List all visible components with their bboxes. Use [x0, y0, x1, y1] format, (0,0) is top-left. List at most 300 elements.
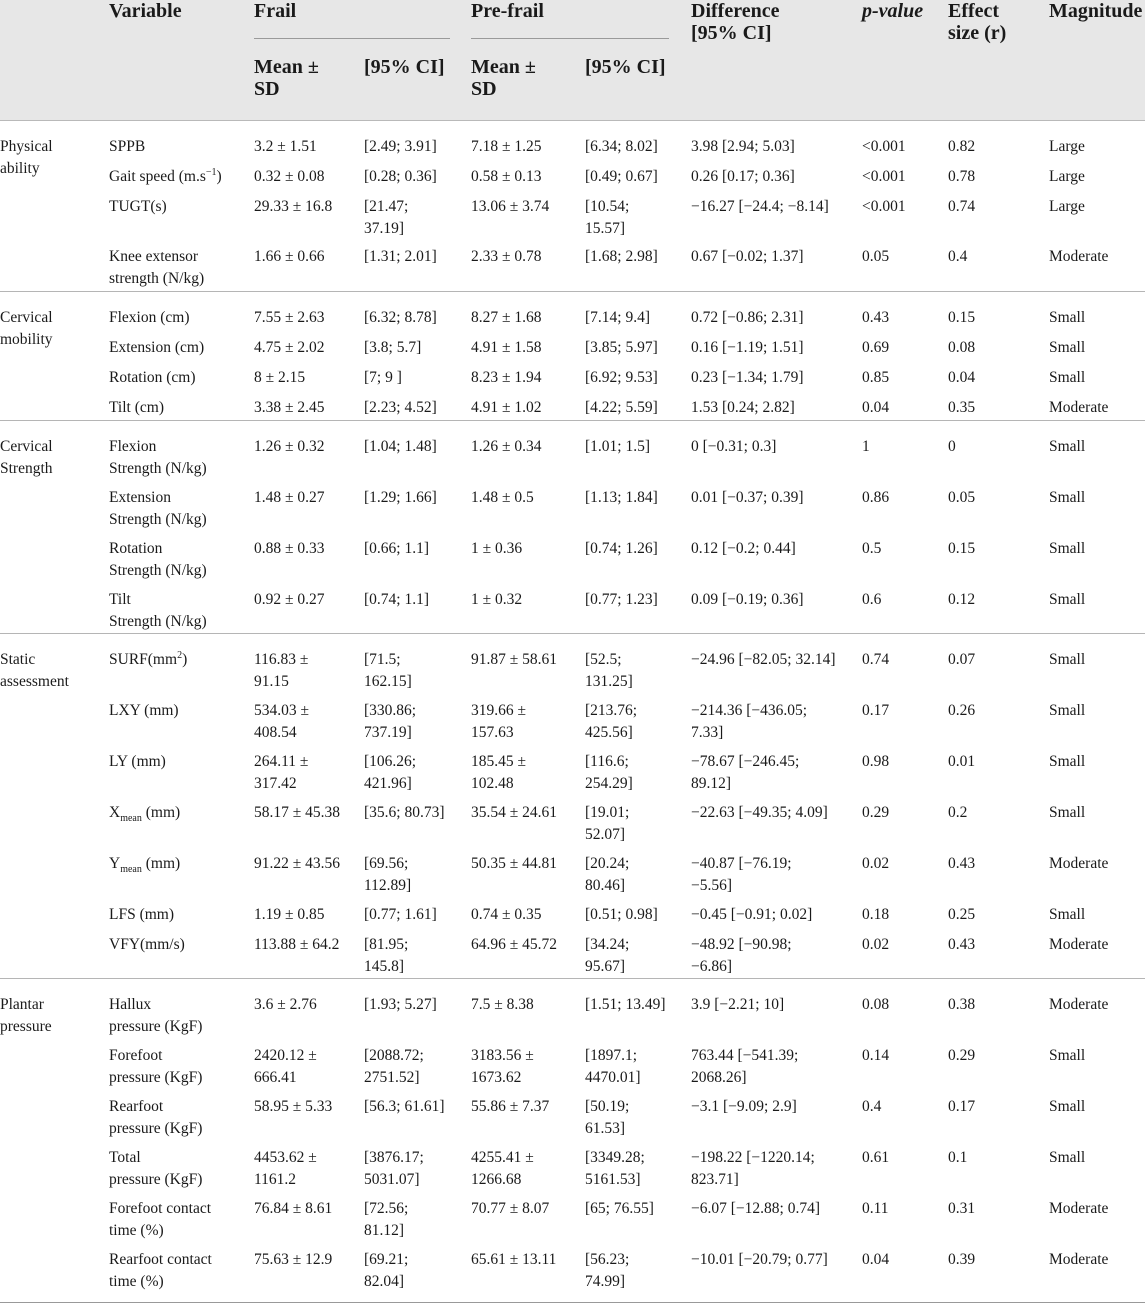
frail-mean-sd-cell	[254, 589, 325, 611]
magnitude-cell	[1049, 853, 1108, 875]
prefrail-ci-cell-line: 5161.53]	[585, 1170, 641, 1188]
variable-cell-line: Flexion (cm)	[109, 309, 190, 326]
header-frail: Frail	[254, 0, 297, 22]
prefrail-mean-sd-cell-line: 1.26 ± 0.34	[471, 438, 542, 455]
effect-size-cell-line: 0.31	[948, 1200, 976, 1217]
category-label	[0, 994, 98, 1037]
effect-size-cell	[948, 853, 975, 875]
variable-cell-line: Tilt	[109, 591, 131, 608]
difference-cell-line: 0.01 [−0.37; 0.39]	[691, 489, 804, 506]
frail-ci-cell	[364, 367, 402, 389]
frail-mean-sd-cell-line: 1161.2	[254, 1170, 297, 1188]
difference-cell-line: 2068.26]	[691, 1068, 747, 1086]
prefrail-ci-cell-line: [0.49; 0.67]	[585, 168, 658, 185]
variable-cell	[109, 246, 204, 289]
pvalue-cell	[862, 994, 889, 1016]
prefrail-mean-sd-cell-line: 55.86 ± 7.37	[471, 1098, 550, 1115]
difference-cell	[691, 538, 796, 560]
frail-mean-sd-cell-line: 3.2 ± 1.51	[254, 138, 317, 155]
effect-size-cell-line: 0.43	[948, 936, 976, 953]
frail-mean-sd-cell-line: 408.54	[254, 723, 297, 741]
variable-cell-line: Strength (N/kg)	[109, 459, 207, 477]
frail-ci-cell-line: 145.8]	[364, 957, 405, 975]
variable-cell-line: $X_{mean}$ (mm)	[109, 804, 181, 825]
frail-ci-cell	[364, 904, 437, 926]
prefrail-ci-cell-line: [0.51; 0.98]	[585, 906, 658, 923]
prefrail-mean-sd-cell-line: 70.77 ± 8.07	[471, 1200, 550, 1217]
prefrail-ci-cell	[585, 1096, 629, 1139]
difference-cell-line: 0.12 [−0.2; 0.44]	[691, 540, 796, 557]
difference-cell	[691, 436, 776, 458]
pvalue-cell	[862, 246, 889, 268]
frail-mean-sd-cell-line: 91.15	[254, 672, 289, 690]
magnitude-cell	[1049, 649, 1085, 671]
frail-mean-sd-cell	[254, 1198, 332, 1220]
frail-mean-sd-cell	[254, 367, 305, 389]
effect-size-cell	[948, 1147, 967, 1169]
frail-ci-cell-line: [0.74; 1.1]	[364, 591, 430, 608]
effect-size-cell-line: 0.1	[948, 1149, 968, 1166]
difference-cell-line: −6.07 [−12.88; 0.74]	[691, 1200, 820, 1217]
header-pvalue: p-value	[862, 0, 924, 22]
magnitude-cell-line: Small	[1049, 651, 1086, 668]
difference-cell-line: 0.72 [−0.86; 2.31]	[691, 309, 804, 326]
prefrail-mean-sd-cell	[471, 487, 534, 509]
prefrail-ci-cell-line: 80.46]	[585, 876, 626, 894]
prefrail-mean-sd-cell-line: 64.96 ± 45.72	[471, 936, 558, 953]
variable-cell-line: pressure (KgF)	[109, 1119, 203, 1137]
pvalue-cell-line: 0.74	[862, 651, 890, 668]
frail-mean-sd-cell-line: 7.55 ± 2.63	[254, 309, 325, 326]
frail-mean-sd-cell	[254, 853, 340, 875]
variable-cell	[109, 487, 207, 530]
prefrail-mean-sd-cell-line: 319.66 ±	[471, 702, 527, 719]
mean-sd-line2: SD	[254, 78, 280, 100]
magnitude-cell	[1049, 1198, 1108, 1220]
difference-cell-line: −5.56]	[691, 876, 733, 894]
prefrail-ci-cell-line: 131.25]	[585, 672, 633, 690]
pvalue-cell-line: <0.001	[862, 138, 906, 155]
frail-mean-sd-cell-line: 0.32 ± 0.08	[254, 168, 325, 185]
difference-cell-line: −24.96 [−82.05; 32.14]	[691, 651, 836, 668]
frail-mean-sd-cell	[254, 307, 325, 329]
effect-size-cell	[948, 1249, 975, 1271]
frail-mean-sd-cell	[254, 994, 317, 1016]
prefrail-mean-sd-cell	[471, 1147, 534, 1190]
prefrail-mean-sd-cell-line: 1 ± 0.32	[471, 591, 523, 608]
effect-size-cell-line: 0.07	[948, 651, 976, 668]
prefrail-ci-cell	[585, 337, 658, 359]
magnitude-cell	[1049, 246, 1108, 268]
category-label	[0, 307, 98, 350]
difference-cell	[691, 649, 836, 671]
frail-ci-cell-line: 82.04]	[364, 1272, 405, 1290]
magnitude-cell	[1049, 802, 1085, 824]
magnitude-cell-line: Moderate	[1049, 855, 1109, 872]
variable-cell	[109, 1045, 202, 1088]
difference-cell	[691, 307, 804, 329]
effect-size-cell	[948, 307, 975, 329]
frail-ci-cell	[364, 1096, 445, 1118]
prefrail-ci-cell	[585, 196, 629, 239]
frail-ci-cell-line: [7; 9 ]	[364, 369, 402, 386]
effect-size-cell-line: 0.38	[948, 996, 976, 1013]
pvalue-cell	[862, 649, 889, 671]
magnitude-cell-line: Small	[1049, 753, 1086, 770]
pvalue-cell	[862, 367, 889, 389]
magnitude-cell-line: Small	[1049, 438, 1086, 455]
prefrail-ci-cell-line: [6.34; 8.02]	[585, 138, 658, 155]
effect-size-cell	[948, 436, 956, 458]
pvalue-cell-line: 0.43	[862, 309, 890, 326]
frail-ci-cell-line: [1.93; 5.27]	[364, 996, 437, 1013]
pvalue-cell-line: 0.6	[862, 591, 882, 608]
magnitude-cell	[1049, 487, 1085, 509]
prefrail-ci-cell-line: 4470.01]	[585, 1068, 641, 1086]
effect-size-cell	[948, 246, 967, 268]
effect-size-cell-line: 0.05	[948, 489, 976, 506]
prefrail-mean-sd-cell-line: 1 ± 0.36	[471, 540, 523, 557]
pvalue-cell-line: <0.001	[862, 168, 906, 185]
prefrail-mean-sd-cell	[471, 1198, 549, 1220]
difference-cell-line: 0.26 [0.17; 0.36]	[691, 168, 795, 185]
frail-mean-sd-cell	[254, 337, 325, 359]
magnitude-cell-line: Moderate	[1049, 996, 1109, 1013]
variable-cell	[109, 538, 207, 581]
frail-mean-sd-cell-line: 1.19 ± 0.85	[254, 906, 325, 923]
variable-cell-line: time (%)	[109, 1272, 164, 1290]
magnitude-cell	[1049, 1045, 1085, 1067]
pvalue-cell-line: 0.29	[862, 804, 890, 821]
frail-mean-sd-cell	[254, 136, 317, 158]
variable-cell	[109, 1147, 202, 1190]
effect-size-cell-line: 0.35	[948, 399, 976, 416]
prefrail-ci-cell-line: [1.01; 1.5]	[585, 438, 651, 455]
magnitude-cell	[1049, 538, 1085, 560]
frail-mean-sd-cell-line: 29.33 ± 16.8	[254, 198, 333, 215]
effect-size-cell	[948, 751, 975, 773]
variable-cell	[109, 994, 202, 1037]
variable-cell-line: pressure (KgF)	[109, 1017, 203, 1035]
magnitude-cell	[1049, 751, 1085, 773]
magnitude-cell-line: Moderate	[1049, 399, 1109, 416]
frail-mean-sd-cell-line: 58.17 ± 45.38	[254, 804, 341, 821]
prefrail-ci-cell-line: 425.56]	[585, 723, 633, 741]
difference-cell	[691, 367, 804, 389]
prefrail-ci-cell	[585, 1147, 645, 1190]
variable-cell-line: SPPB	[109, 138, 146, 155]
header-magnitude: Magnitude	[1049, 0, 1143, 22]
prefrail-ci-cell	[585, 166, 658, 188]
prefrail-ci-cell-line: 254.29]	[585, 774, 633, 792]
magnitude-cell-line: Small	[1049, 369, 1086, 386]
difference-cell	[691, 196, 829, 218]
frail-ci-cell-line: [35.6; 80.73]	[364, 804, 445, 821]
difference-cell-line: −40.87 [−76.19;	[691, 855, 792, 872]
pvalue-cell	[862, 136, 906, 158]
frail-ci-cell-line: [1.29; 1.66]	[364, 489, 437, 506]
prefrail-ci-cell	[585, 802, 629, 845]
frail-ci-cell	[364, 307, 437, 329]
effect-size-cell	[948, 1096, 975, 1118]
pvalue-cell-line: 0.04	[862, 1251, 890, 1268]
frail-ci-cell-line: 5031.07]	[364, 1170, 420, 1188]
prefrail-mean-sd-cell	[471, 196, 549, 218]
prefrail-mean-sd-cell-line: 91.87 ± 58.61	[471, 651, 558, 668]
variable-cell-line: Rearfoot contact	[109, 1251, 212, 1268]
frail-mean-sd-cell-line: 4453.62 ±	[254, 1149, 317, 1166]
difference-cell	[691, 751, 799, 794]
frail-mean-sd-cell	[254, 1096, 332, 1118]
pvalue-cell-line: 0.05	[862, 248, 890, 265]
prefrail-ci-cell	[585, 1198, 654, 1220]
effect-size-cell-line: 0.82	[948, 138, 976, 155]
frail-ci-cell-line: 112.89]	[364, 876, 412, 894]
group-separator	[0, 291, 1145, 292]
category-label	[0, 436, 98, 479]
prefrail-ci-cell	[585, 487, 658, 509]
magnitude-cell	[1049, 589, 1085, 611]
magnitude-cell-line: Moderate	[1049, 248, 1109, 265]
variable-cell-line: Forefoot contact	[109, 1200, 212, 1217]
frail-mean-sd-header	[254, 56, 319, 100]
variable-cell-line: Rotation	[109, 540, 163, 557]
difference-cell-line: 89.12]	[691, 774, 732, 792]
frail-ci-cell-line: [0.66; 1.1]	[364, 540, 430, 557]
variable-cell-line: Extension (cm)	[109, 339, 205, 356]
frail-ci-cell	[364, 1147, 424, 1190]
frail-mean-sd-cell	[254, 196, 332, 218]
effect-size-cell-line: 0.01	[948, 753, 976, 770]
prefrail-mean-sd-cell-line: 0.74 ± 0.35	[471, 906, 542, 923]
difference-cell	[691, 246, 804, 268]
magnitude-cell	[1049, 1096, 1085, 1118]
magnitude-cell	[1049, 1249, 1108, 1271]
prefrail-mean-sd-cell-line: 157.63	[471, 723, 514, 741]
variable-cell	[109, 589, 207, 632]
effect-size-cell-line: 0.15	[948, 309, 976, 326]
magnitude-cell	[1049, 136, 1085, 158]
magnitude-cell	[1049, 904, 1085, 926]
prefrail-ci-cell-line: [20.24;	[585, 855, 630, 872]
variable-cell-line: Extension	[109, 489, 171, 506]
frail-mean-sd-cell	[254, 397, 325, 419]
difference-cell	[691, 1249, 828, 1271]
prefrail-mean-sd-cell-line: 1.48 ± 0.5	[471, 489, 534, 506]
prefrail-ci-cell-line: [1.13; 1.84]	[585, 489, 658, 506]
pvalue-cell	[862, 1198, 889, 1220]
pvalue-cell-line: 0.14	[862, 1047, 890, 1064]
variable-cell-line: $SURF(mm^2)$	[109, 649, 188, 668]
prefrail-ci-cell	[585, 853, 629, 896]
category-label-line: Cervical	[0, 309, 53, 326]
category-label-line: assessment	[0, 672, 69, 690]
difference-cell	[691, 337, 804, 359]
difference-cell	[691, 934, 792, 977]
pvalue-cell	[862, 934, 889, 956]
frail-mean-sd-cell-line: 1.26 ± 0.32	[254, 438, 325, 455]
mean-sd-line1: Mean ±	[471, 56, 536, 78]
difference-cell-line: −78.67 [−246.45;	[691, 753, 800, 770]
frail-ci-cell-line: 737.19]	[364, 723, 412, 741]
variable-cell-line: Strength (N/kg)	[109, 561, 207, 579]
group-separator	[0, 420, 1145, 421]
magnitude-cell-line: Small	[1049, 702, 1086, 719]
frail-mean-sd-cell-line: 4.75 ± 2.02	[254, 339, 325, 356]
effect-size-cell	[948, 1198, 975, 1220]
frail-mean-sd-cell-line: 116.83 ±	[254, 651, 309, 668]
category-label-line: pressure	[0, 1017, 52, 1035]
prefrail-ci-cell-line: [3349.28;	[585, 1149, 645, 1166]
effect-size-cell-line: 0.26	[948, 702, 976, 719]
effect-size-cell-line: 0.2	[948, 804, 968, 821]
frail-mean-sd-cell	[254, 1045, 317, 1088]
frail-mean-sd-cell	[254, 700, 309, 743]
pvalue-cell-line: 0.18	[862, 906, 890, 923]
prefrail-ci-cell-line: [1.68; 2.98]	[585, 248, 658, 265]
difference-cell-line: −6.86]	[691, 957, 733, 975]
prefrail-ci-cell-line: [116.6;	[585, 753, 629, 770]
pvalue-cell	[862, 397, 889, 419]
frail-mean-sd-cell-line: 76.84 ± 8.61	[254, 1200, 333, 1217]
magnitude-cell	[1049, 397, 1108, 419]
prefrail-ci-cell	[585, 397, 658, 419]
variable-cell-line: Rotation (cm)	[109, 369, 196, 386]
frail-ci-cell-line: [2.23; 4.52]	[364, 399, 437, 416]
difference-cell	[691, 1198, 820, 1220]
pvalue-cell-line: 0.85	[862, 369, 890, 386]
variable-cell	[109, 802, 180, 824]
variable-cell	[109, 1249, 212, 1292]
difference-cell	[691, 166, 795, 188]
difference-cell	[691, 1096, 797, 1118]
difference-cell-line: −16.27 [−24.4; −8.14]	[691, 198, 829, 215]
pvalue-cell-line: 0.86	[862, 489, 890, 506]
frail-ci-cell	[364, 751, 416, 794]
prefrail-mean-sd-cell	[471, 397, 542, 419]
magnitude-cell-line: Small	[1049, 540, 1086, 557]
variable-cell-line: LFS (mm)	[109, 906, 175, 923]
variable-cell	[109, 436, 207, 479]
effect-size-cell-line: 0.78	[948, 168, 976, 185]
magnitude-cell	[1049, 934, 1108, 956]
frail-ci-cell-line: [2088.72;	[364, 1047, 424, 1064]
prefrail-ci-cell	[585, 649, 633, 692]
variable-cell-line: pressure (KgF)	[109, 1170, 203, 1188]
frail-ci-cell-line: [106.26;	[364, 753, 417, 770]
difference-cell	[691, 397, 795, 419]
prefrail-ci-cell	[585, 934, 629, 977]
frail-mean-sd-cell	[254, 649, 308, 692]
frail-underline	[254, 38, 450, 39]
magnitude-cell-line: Small	[1049, 591, 1086, 608]
prefrail-mean-sd-cell-line: 2.33 ± 0.78	[471, 248, 542, 265]
magnitude-cell-line: Large	[1049, 138, 1085, 155]
frail-ci-cell	[364, 487, 437, 509]
variable-cell	[109, 196, 167, 218]
prefrail-mean-sd-cell-line: 7.5 ± 8.38	[471, 996, 534, 1013]
effect-size-cell-line: 0.29	[948, 1047, 976, 1064]
difference-cell-line: 0.23 [−1.34; 1.79]	[691, 369, 804, 386]
magnitude-cell	[1049, 307, 1085, 329]
effect-size-cell-line: 0.08	[948, 339, 976, 356]
prefrail-mean-sd-cell-line: 4.91 ± 1.02	[471, 399, 542, 416]
effect-size-cell-line: 0.17	[948, 1098, 976, 1115]
header-difference-ci: [95% CI]	[691, 22, 772, 44]
frail-ci-cell	[364, 934, 408, 977]
frail-mean-sd-cell	[254, 1249, 332, 1271]
prefrail-mean-sd-cell	[471, 166, 542, 188]
difference-cell-line: 0.09 [−0.19; 0.36]	[691, 591, 804, 608]
magnitude-cell	[1049, 994, 1108, 1016]
prefrail-ci-cell-line: [4.22; 5.59]	[585, 399, 658, 416]
prefrail-ci-cell-line: [1.51; 13.49]	[585, 996, 666, 1013]
difference-cell-line: 0.16 [−1.19; 1.51]	[691, 339, 804, 356]
magnitude-cell	[1049, 196, 1085, 218]
frail-ci-cell	[364, 196, 408, 239]
prefrail-mean-sd-cell-line: 0.58 ± 0.13	[471, 168, 542, 185]
prefrail-mean-sd-cell	[471, 136, 542, 158]
difference-cell	[691, 994, 784, 1016]
pvalue-cell	[862, 700, 889, 722]
effect-size-cell-line: 0.12	[948, 591, 976, 608]
prefrail-ci-cell-line: [50.19;	[585, 1098, 630, 1115]
header-effect-size	[948, 0, 1006, 44]
effect-size-cell-line: 0.74	[948, 198, 976, 215]
difference-cell	[691, 589, 804, 611]
effect-size-cell	[948, 487, 975, 509]
prefrail-ci-cell-line: 74.99]	[585, 1272, 626, 1290]
variable-cell	[109, 367, 196, 389]
magnitude-cell-line: Small	[1049, 804, 1086, 821]
frail-ci-cell-line: [3.8; 5.7]	[364, 339, 422, 356]
variable-cell-line: Tilt (cm)	[109, 399, 164, 416]
pvalue-cell	[862, 166, 906, 188]
frail-mean-sd-cell-line: 666.41	[254, 1068, 297, 1086]
prefrail-ci-cell	[585, 700, 637, 743]
prefrail-ci-cell	[585, 904, 658, 926]
prefrail-ci-cell-line: [34.24;	[585, 936, 630, 953]
effect-size-cell	[948, 649, 975, 671]
prefrail-mean-sd-cell	[471, 853, 557, 875]
effect-size-cell	[948, 1045, 975, 1067]
prefrail-ci-cell	[585, 751, 633, 794]
prefrail-ci-cell-line: [0.74; 1.26]	[585, 540, 658, 557]
prefrail-mean-sd-cell	[471, 538, 522, 560]
difference-cell-line: 0 [−0.31; 0.3]	[691, 438, 777, 455]
pvalue-cell-line: 0.17	[862, 702, 890, 719]
effect-size-cell	[948, 538, 975, 560]
difference-cell-line: 0.67 [−0.02; 1.37]	[691, 248, 804, 265]
frail-ci-cell-line: [0.28; 0.36]	[364, 168, 437, 185]
variable-cell-line: $Y_{mean}$ (mm)	[109, 855, 181, 876]
prefrail-mean-sd-cell	[471, 367, 542, 389]
header-difference	[691, 0, 779, 44]
prefrail-mean-sd-cell	[471, 994, 534, 1016]
pvalue-cell-line: 1	[862, 438, 870, 455]
effect-size-cell	[948, 166, 975, 188]
frail-mean-sd-cell-line: 317.42	[254, 774, 297, 792]
prefrail-mean-sd-cell	[471, 751, 526, 794]
frail-ci-cell	[364, 538, 429, 560]
prefrail-mean-sd-cell	[471, 246, 542, 268]
frail-ci-cell	[364, 853, 411, 896]
prefrail-ci-cell	[585, 994, 666, 1016]
prefrail-mean-sd-cell-line: 8.27 ± 1.68	[471, 309, 542, 326]
magnitude-cell-line: Small	[1049, 339, 1086, 356]
variable-cell-line: VFY(mm/s)	[109, 936, 185, 953]
prefrail-ci-cell-line: [65; 76.55]	[585, 1200, 654, 1217]
